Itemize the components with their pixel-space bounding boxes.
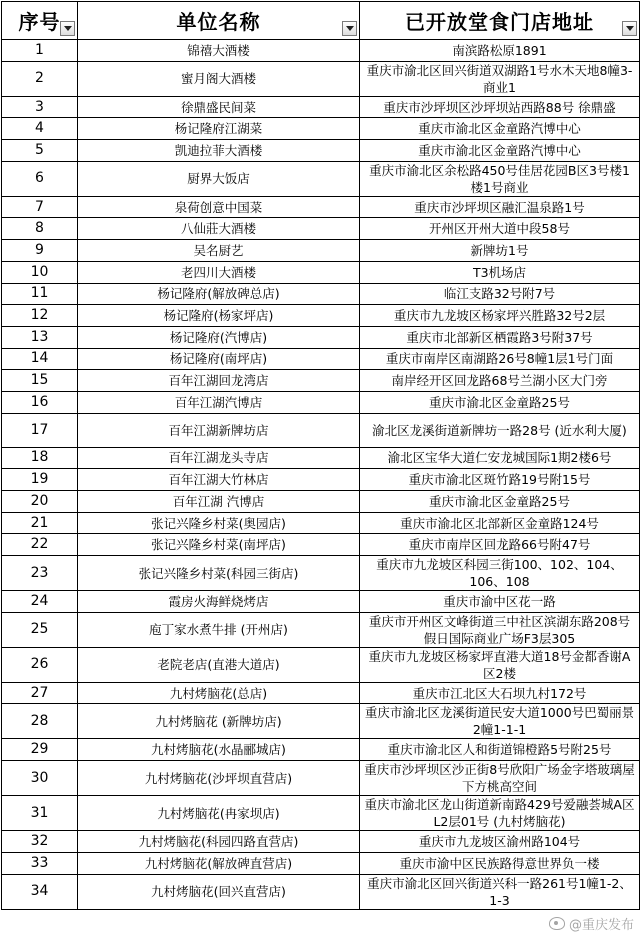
cell-address[interactable]: 重庆市渝北区金童路汽博中心 (360, 118, 640, 140)
cell-name[interactable]: 锦禧大酒楼 (78, 40, 360, 62)
cell-name[interactable]: 泉荷创意中国菜 (78, 196, 360, 218)
cell-name[interactable]: 九村烤脑花(沙坪坝直营店) (78, 761, 360, 796)
table-row (2, 852, 640, 874)
table-body (2, 40, 640, 910)
cell-name[interactable]: 凯迪拉菲大酒楼 (78, 140, 360, 162)
table-row (2, 761, 640, 796)
cell-no[interactable]: 32 (2, 831, 78, 853)
table-row (2, 118, 640, 140)
chevron-down-icon (346, 26, 354, 31)
chevron-down-icon (64, 26, 72, 31)
cell-name[interactable]: 杨记隆府江湖菜 (78, 118, 360, 140)
cell-name[interactable]: 霞房火海鲜烧烤店 (78, 591, 360, 613)
cell-name[interactable]: 老院老店(直港大道店) (78, 647, 360, 682)
cell-address[interactable]: 重庆市南岸区南湖路26号8幢1层1号门面 (360, 348, 640, 370)
cell-name[interactable]: 九村烤脑花(冉家坝店) (78, 796, 360, 831)
cell-address[interactable]: 重庆市沙坪坝区沙坪坝站西路88号 徐鼎盛 (360, 96, 640, 118)
cell-name[interactable]: 蜜月阁大酒楼 (78, 61, 360, 96)
cell-no[interactable]: 30 (2, 761, 78, 796)
cell-no[interactable]: 8 (2, 218, 78, 240)
cell-address[interactable]: 渝北区龙溪街道新牌坊一路28号 (近水利大厦) (360, 413, 640, 447)
table-row (2, 161, 640, 196)
chevron-down-icon (626, 26, 634, 31)
cell-name[interactable]: 吴名厨艺 (78, 240, 360, 262)
cell-name[interactable]: 八仙莊大酒楼 (78, 218, 360, 240)
table-row (2, 556, 640, 591)
cell-address[interactable]: 重庆市渝北区人和街道锦橙路5号附25号 (360, 739, 640, 761)
table-row (2, 831, 640, 853)
cell-address[interactable]: 重庆市渝中区民族路得意世界负一楼 (360, 852, 640, 874)
header-name (78, 2, 360, 40)
cell-address[interactable]: 重庆市沙坪坝区沙正街8号欣阳广场金字塔玻璃屋下方桃高空间 (360, 761, 640, 796)
cell-no[interactable]: 26 (2, 647, 78, 682)
cell-name[interactable]: 百年江湖 汽博店 (78, 491, 360, 513)
watermark (549, 914, 634, 933)
cell-address[interactable]: 重庆市九龙坡区杨家坪直港大道18号金都香谢A区2楼 (360, 647, 640, 682)
table-row (2, 348, 640, 370)
cell-no[interactable]: 23 (2, 556, 78, 591)
cell-no[interactable]: 3 (2, 96, 78, 118)
cell-address[interactable]: 重庆市九龙坡区科园三街100、102、104、106、108 (360, 556, 640, 591)
table-row (2, 96, 640, 118)
table-row (2, 61, 640, 96)
cell-no[interactable]: 33 (2, 852, 78, 874)
cell-address[interactable]: 重庆市南岸区回龙路66号附47号 (360, 534, 640, 556)
cell-name[interactable]: 庖丁家水煮牛排 (开州店) (78, 612, 360, 647)
table-row (2, 283, 640, 305)
cell-no[interactable]: 16 (2, 391, 78, 413)
cell-name[interactable]: 九村烤脑花(解放碑直营店) (78, 852, 360, 874)
table-row (2, 469, 640, 491)
cell-name[interactable]: 杨记隆府(南坪店) (78, 348, 360, 370)
cell-address[interactable]: 重庆市渝北区金童路汽博中心 (360, 140, 640, 162)
cell-no[interactable]: 6 (2, 161, 78, 196)
cell-no[interactable]: 28 (2, 704, 78, 739)
cell-name[interactable]: 张记兴隆乡村菜(南坪店) (78, 534, 360, 556)
table-row (2, 739, 640, 761)
table-row (2, 704, 640, 739)
cell-name[interactable]: 厨界大饭店 (78, 161, 360, 196)
header-address-label: 已开放堂食门店地址 (405, 10, 594, 34)
cell-no[interactable]: 14 (2, 348, 78, 370)
cell-address[interactable]: 重庆市渝北区北部新区金童路124号 (360, 512, 640, 534)
table-row (2, 370, 640, 392)
cell-no[interactable]: 4 (2, 118, 78, 140)
table-row (2, 413, 640, 447)
table-row (2, 326, 640, 348)
cell-no[interactable]: 11 (2, 283, 78, 305)
cell-no[interactable]: 1 (2, 40, 78, 62)
table-row (2, 305, 640, 327)
header-name-label: 单位名称 (176, 10, 261, 34)
cell-no[interactable]: 17 (2, 413, 78, 447)
table-row (2, 240, 640, 262)
cell-name[interactable]: 九村烤脑花(水晶郦城店) (78, 739, 360, 761)
cell-address[interactable]: 重庆市沙坪坝区融汇温泉路1号 (360, 196, 640, 218)
cell-address[interactable]: 开州区开州大道中段58号 (360, 218, 640, 240)
table-row (2, 491, 640, 513)
cell-address[interactable]: 重庆市开州区文峰街道三中社区滨湖东路208号假日国际商业广场F3层305 (360, 612, 640, 647)
cell-address[interactable]: 重庆市渝北区回兴街道兴科一路261号1幢1-2、1-3 (360, 874, 640, 909)
table-row (2, 682, 640, 704)
cell-name[interactable]: 徐鼎盛民间菜 (78, 96, 360, 118)
cell-address[interactable]: 重庆市渝北区金童路25号 (360, 491, 640, 513)
cell-address[interactable]: 重庆市江北区大石坝九村172号 (360, 682, 640, 704)
cell-address[interactable]: 重庆市渝北区龙溪街道民安大道1000号巴蜀丽景2幢1-1-1 (360, 704, 640, 739)
cell-address[interactable]: 南滨路松原1891 (360, 40, 640, 62)
table-row (2, 196, 640, 218)
table-row (2, 140, 640, 162)
cell-address[interactable]: 重庆市渝北区斑竹路19号附15号 (360, 469, 640, 491)
table-row (2, 512, 640, 534)
cell-name[interactable]: 百年江湖汽博店 (78, 391, 360, 413)
cell-name[interactable]: 杨记隆府(解放碑总店) (78, 283, 360, 305)
header-address (360, 2, 640, 40)
cell-name[interactable]: 百年江湖新牌坊店 (78, 413, 360, 447)
cell-no[interactable]: 25 (2, 612, 78, 647)
cell-name[interactable]: 百年江湖大竹林店 (78, 469, 360, 491)
cell-no[interactable]: 5 (2, 140, 78, 162)
cell-no[interactable]: 21 (2, 512, 78, 534)
table-row (2, 796, 640, 831)
table-row (2, 874, 640, 909)
table-row (2, 534, 640, 556)
cell-address[interactable]: 重庆市渝中区花一路 (360, 591, 640, 613)
cell-no[interactable]: 24 (2, 591, 78, 613)
cell-no[interactable]: 22 (2, 534, 78, 556)
filter-dropdown-name[interactable] (342, 21, 357, 36)
cell-no[interactable]: 12 (2, 305, 78, 327)
cell-no[interactable]: 29 (2, 739, 78, 761)
cell-name[interactable]: 张记兴隆乡村菜(奥园店) (78, 512, 360, 534)
cell-name[interactable]: 老四川大酒楼 (78, 261, 360, 283)
cell-address[interactable]: 重庆市渝北区金童路25号 (360, 391, 640, 413)
store-table (1, 1, 640, 910)
header-no-label: 序号 (18, 10, 61, 34)
cell-address[interactable]: 临江支路32号附7号 (360, 283, 640, 305)
table-row (2, 218, 640, 240)
weibo-logo-icon (549, 917, 565, 930)
cell-name[interactable]: 张记兴隆乡村菜(科园三街店) (78, 556, 360, 591)
cell-no[interactable]: 31 (2, 796, 78, 831)
cell-no[interactable]: 10 (2, 261, 78, 283)
table-row (2, 261, 640, 283)
cell-address[interactable]: 重庆市九龙坡区渝州路104号 (360, 831, 640, 853)
filter-dropdown-no[interactable] (60, 21, 75, 36)
cell-address[interactable]: 重庆市渝北区回兴街道双湖路1号水木天地8幢3-商业1 (360, 61, 640, 96)
cell-name[interactable]: 杨记隆府(汽博店) (78, 326, 360, 348)
cell-address[interactable]: T3机场店 (360, 261, 640, 283)
table-row (2, 591, 640, 613)
cell-no[interactable]: 18 (2, 447, 78, 469)
cell-no[interactable]: 9 (2, 240, 78, 262)
cell-address[interactable]: 南岸经开区回龙路68号兰湖小区大门旁 (360, 370, 640, 392)
cell-name[interactable]: 九村烤脑花(回兴直营店) (78, 874, 360, 909)
table-row (2, 612, 640, 647)
cell-address[interactable]: 渝北区宝华大道仁安龙城国际1期2楼6号 (360, 447, 640, 469)
cell-no[interactable]: 27 (2, 682, 78, 704)
cell-name[interactable]: 九村烤脑花 (新牌坊店) (78, 704, 360, 739)
cell-name[interactable]: 九村烤脑花(总店) (78, 682, 360, 704)
cell-no[interactable]: 20 (2, 491, 78, 513)
header-no (2, 2, 78, 40)
table-row (2, 391, 640, 413)
watermark-text: @重庆发布 (568, 918, 634, 933)
cell-address[interactable]: 新牌坊1号 (360, 240, 640, 262)
cell-address[interactable]: 重庆市九龙坡区杨家坪兴胜路32号2层 (360, 305, 640, 327)
cell-no[interactable]: 2 (2, 61, 78, 96)
cell-no[interactable]: 13 (2, 326, 78, 348)
cell-name[interactable]: 杨记隆府(杨家坪店) (78, 305, 360, 327)
table-row (2, 447, 640, 469)
cell-address[interactable]: 重庆市渝北区龙山街道新南路429号爱融荟城A区L2层01号 (九村烤脑花) (360, 796, 640, 831)
cell-no[interactable]: 19 (2, 469, 78, 491)
cell-no[interactable]: 34 (2, 874, 78, 909)
filter-dropdown-address[interactable] (622, 21, 637, 36)
cell-address[interactable]: 重庆市渝北区余松路450号佳居花园B区3号楼1楼1号商业 (360, 161, 640, 196)
cell-name[interactable]: 九村烤脑花(科园四路直营店) (78, 831, 360, 853)
table-row (2, 647, 640, 682)
header-row (2, 2, 640, 40)
cell-name[interactable]: 百年江湖回龙湾店 (78, 370, 360, 392)
cell-address[interactable]: 重庆市北部新区栖霞路3号附37号 (360, 326, 640, 348)
cell-no[interactable]: 15 (2, 370, 78, 392)
cell-no[interactable]: 7 (2, 196, 78, 218)
table-row (2, 40, 640, 62)
cell-name[interactable]: 百年江湖龙头寺店 (78, 447, 360, 469)
